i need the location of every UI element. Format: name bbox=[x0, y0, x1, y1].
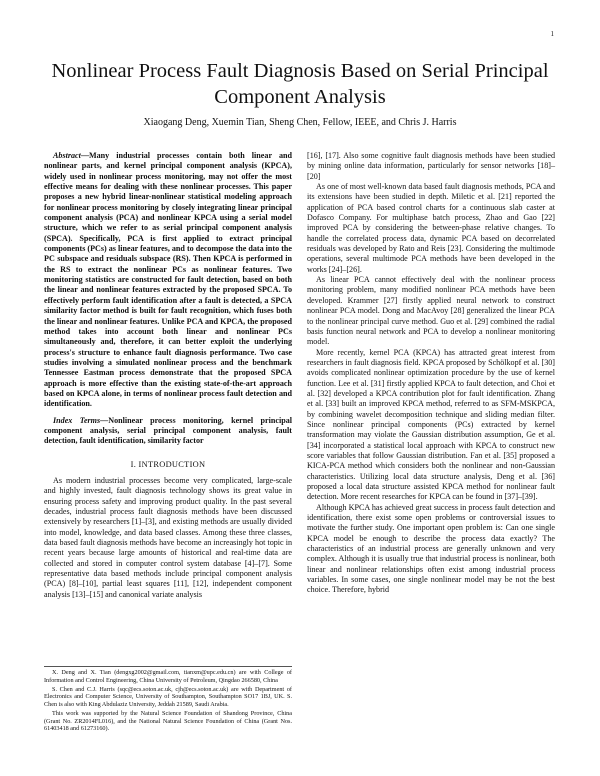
abstract-text: —Many industrial processes contain both linear and nonlinear parts, and kernel principal component analysis (KPCA), widely used in nonlinear process monitoring, may not offer the most effective means for dealing with these nonlinear processes. This paper proposes a new hybrid linear-nonlinear statistical modeling approach for nonlinear process monitoring by closely integrating linear principal component analysis (PCA) and nonlinear KPCA using a serial model structure, which we refer to as serial principal component analysis (SPCA). Specifically, PCA is first applied to extract principal components (PCs) as linear features, and to decompose the data into the PC subspace and residuals subspace (RS). Then KPCA is performed in the RS to extract the nonlinear PCs as nonlinear features. Two monitoring statistics are constructed for fault detection, based on both the linear and nonlinear features extracted by the proposed SPCA. To effectively perform fault identification after a fault is detected, a SPCA similarity factor method is built for fault recognition, which fuses both the linear and nonlinear features. Unlike PCA and KPCA, the proposed method takes into account both linear and nonlinear PCs simultaneously and, therefore, it can better exploit the underlying process's structure to enhance fault diagnosis performance. Two case studies involving a simulated nonlinear process and the benchmark Tennessee Eastman process demonstrate that the proposed SPCA approach is more effective than the existing state-of-the-art approach based on KPCA alone, in terms of nonlinear process fault detection and identification. bbox=[44, 151, 292, 409]
abstract-label: Abstract bbox=[53, 151, 81, 160]
paper-title: Nonlinear Process Fault Diagnosis Based on Serial Principal Component Analysis bbox=[51, 60, 549, 108]
index-terms-text: —Nonlinear process monitoring, kernel principal component analysis, serial principal component analysis, fault detection, fault identification, similarity factor bbox=[44, 415, 293, 446]
right-paragraph-1: [16], [17]. Also some cognitive fault diagnosis methods have been studied by mining online data information, particularly for sensor networks [18]–[20] bbox=[307, 151, 555, 181]
abstract bbox=[44, 151, 292, 410]
right-paragraph-5: Although KPCA has achieved great success in process fault detection and identification, there exist some open problems or controversial issues to motivate the further study. One important open problem is: Can one single KPCA model be enough to describe the process data exactly? The characteristics of an industrial process are generally unknown and very complex. Although it is usually true that industrial process is nonlinear, both linear and nonlinear relationships often exist among industrial process variables. In some cases, one single nonlinear model may be not the best choice. Therefore, hybrid bbox=[307, 502, 555, 595]
right-paragraph-4: More recently, kernel PCA (KPCA) has attracted great interest from researchers in fault diagnosis field. KPCA proposed by Schölkopf et al. [30] avoids complicated nonlinear optimization procedure by the use of kernel function. Lee et al. [31] firstly applied KPCA to fault detection, and Choi et al. [32] developed a KPCA contribution plot for fault identification. Zhang et al. [33] built an improved KPCA method, referred to as SFM-MSKPCA, by combining wavelet decomposition technique and sliding median filter. Since nonlinear principal components (PCs) extracted by kernel transformation may violate the Gaussian distribution assumption, Ge et al. [34] incorporated a statistical local approach with KPCA to construct new score variables that follow Gaussian distribution. Fan et al. [35] proposed a KICA-PCA method which considers both the nonlinear and non-Gaussian characteristics. Utilizing local data structure analysis, Deng et al. [36] proposed a local data structure assisted KPCA method for nonlinear fault detection. More recent researches for KPCA can be found in [37]–[39]. bbox=[307, 347, 555, 502]
right-paragraph-3: As linear PCA cannot effectively deal with the nonlinear process monitoring problem, many modified nonlinear PCA methods have been developed. Krammer [27] firstly applied neural network to construct nonlinear PCA model. Dong and MacAvoy [28] generalized the linear PCA to the nonlinear principal curve method. Guo et al. [29] combined the radial basis function neural network and PCA to develop a nonlinear monitoring model. bbox=[307, 275, 555, 347]
author-list: Xiaogang Deng, Xuemin Tian, Sheng Chen, Fellow, IEEE, and Chris J. Harris bbox=[143, 117, 457, 128]
left-column bbox=[44, 151, 292, 600]
page-number: 1 bbox=[550, 30, 554, 38]
section-heading-introduction: I. INTRODUCTION bbox=[130, 459, 206, 469]
index-terms-label: Index Terms bbox=[53, 415, 101, 425]
footnote-funding: This work was supported by the Natural Science Foundation of Shandong Province, China (Grant No. ZR2014FL016), and the National Natural Science Foundation of China (Grant Nos. 61403418 and 61273160). bbox=[44, 709, 292, 733]
right-column bbox=[307, 151, 555, 596]
intro-paragraph-1: As modern industrial processes become very complicated, large-scale and highly invested, fault diagnosis technology shows its great value in ensuring process safety and improving product quality. In the past several decades, industrial process fault diagnosis methods have been discussed extensively by researchers [1]–[3], and existing methods are usually divided into model, knowledge, and data based classes. Among these three classes, data based fault diagnosis methods have become an increasingly hot topic in recent years because large amounts of historical and real-time data are collected and stored in computer control system database [4]–[7]. Some representative data based methods include principal component analysis (PCA) [8]–[10], partial least squares [11], [12], independent component analysis [13]–[15] and canonical variate analysis bbox=[44, 475, 292, 599]
footnote-affiliation-1: X. Deng and X. Tian (dengxg2002@gmail.com, tianxm@upc.edu.cn) are with College of Information and Control Engineering, China University of Petroleum, Qingdao 266580, China bbox=[44, 669, 292, 684]
index-terms bbox=[44, 416, 292, 447]
right-paragraph-2: As one of most well-known data based fault diagnosis methods, PCA and its extensions have been studied in depth. Miletic et al. [21] reported the application of PCA based control charts for a continuous slab caster at Dofasco Company. For multiphase batch process, Zhao and Gao [22] improved PCA by considering the between-phase relative changes. To handle the correlated process data, dynamic PCA based on decorrelated residuals was developed by Rato and Reis [23]. Considering the multimode operations, several multimode PCA methods have been developed in the works [24]–[26]. bbox=[307, 182, 555, 274]
footnotes bbox=[44, 666, 292, 733]
footnote-affiliation-2: S. Chen and C.J. Harris (sqc@ecs.soton.ac.uk, cjh@ecs.soton.ac.uk) are with Department of Electronics and Computer Science, University of Southampton, Southampton SO17 1BJ, UK. S. Chen is also with King Abdulaziz University, Jeddah 21589, Saudi Arabia. bbox=[44, 685, 292, 708]
